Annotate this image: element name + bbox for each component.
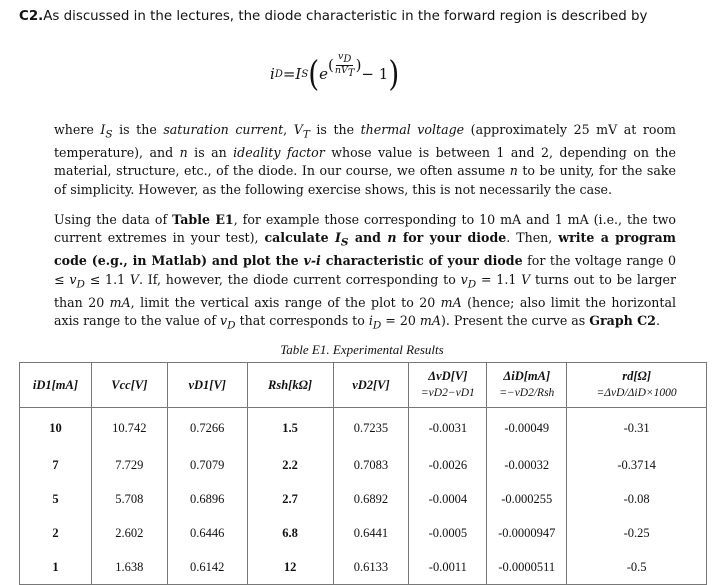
cell-delta-id: -0.00032 [487, 448, 567, 482]
cell-rsh: 2.2 [247, 448, 333, 482]
table-caption: Table E1. Experimental Results [280, 342, 444, 357]
p1-text: is the [112, 122, 164, 137]
header-id1 [20, 363, 92, 408]
table-header-row [20, 363, 707, 408]
p1-ideality-factor: ideality factor [233, 144, 325, 160]
p2-calc-tail: for your diode [396, 230, 507, 246]
p1-thermal-voltage: thermal voltage [360, 122, 465, 137]
p1-text: , [283, 122, 294, 137]
question-intro: As discussed in the lectures, the diode characteristic in the forward region is described by [43, 9, 648, 24]
header-label: Vcc[V] [111, 377, 148, 392]
cell-vcc: 7.729 [91, 448, 167, 482]
experimental-results-table [19, 362, 707, 585]
cell-vd1: 0.6142 [167, 550, 247, 585]
p2-text: for the voltage range 0 ≤ [54, 253, 676, 287]
cell-rsh: 6.8 [247, 516, 333, 550]
p2-unit-v: V [521, 271, 531, 287]
cell-vd2: 0.6133 [333, 550, 409, 585]
p2-text: turns out to be larger than 20 [54, 271, 677, 310]
header-label: iD1[mA] [32, 377, 79, 392]
formula-equals: = [282, 65, 296, 83]
p2-vi: v-i [303, 253, 321, 269]
formula-close-paren: ) [388, 52, 400, 94]
p2-calc-n: n [387, 230, 397, 246]
formula-exponent [328, 52, 361, 79]
p2-text: , for example those corresponding to 10 mA and 1 mA (i.e., the two current extremes in your test), [54, 212, 676, 246]
p2-text: Using the data of [54, 212, 173, 227]
cell-delta-id: -0.00049 [487, 408, 567, 449]
task-paragraph [54, 211, 676, 335]
p2-calc-is: I [335, 230, 341, 246]
p2-text: ≤ 1.1 [84, 271, 130, 287]
table-row [20, 448, 707, 482]
p2-text: ). Present the curve as [440, 313, 590, 329]
header-delta-id [487, 363, 567, 408]
p1-text: (approximately 25 mV at room temperature), and [54, 122, 676, 160]
cell-rsh: 12 [247, 550, 333, 585]
p2-text: = 20 [381, 313, 420, 329]
p2-vd: v [220, 313, 228, 329]
p2-calc: calculate [264, 230, 336, 246]
cell-vcc: 2.602 [91, 516, 167, 550]
p2-unit-ma: mA [419, 313, 441, 329]
header-rsh [247, 363, 333, 408]
cell-vd1: 0.7079 [167, 448, 247, 482]
cell-vcc: 10.742 [91, 408, 167, 449]
cell-delta-id: -0.000255 [487, 482, 567, 516]
p1-text: is an [187, 144, 234, 160]
p2-text: . If, however, the diode current corresponding to [139, 271, 461, 287]
cell-id1: 5 [20, 482, 92, 516]
formula-id-sub: D [274, 68, 283, 80]
cell-vd2: 0.6892 [333, 482, 409, 516]
cell-vd2: 0.7235 [333, 408, 409, 449]
cell-delta-vd: -0.0011 [409, 550, 487, 585]
cell-delta-id: -0.0000511 [487, 550, 567, 585]
cell-delta-vd: -0.0004 [409, 482, 487, 516]
p2-vd-sub: D [227, 319, 236, 332]
question-heading [19, 8, 709, 26]
cell-id1: 7 [20, 448, 92, 482]
header-label: ΔvD[V] [428, 369, 468, 383]
p1-saturation-current: saturation current [163, 122, 284, 137]
header-rd [567, 363, 707, 408]
header-vcc [91, 363, 167, 408]
p2-text: that corresponds to [235, 313, 369, 329]
header-label: vD1[V] [188, 377, 226, 392]
formula-e: e [319, 65, 329, 83]
header-delta-vd [409, 363, 487, 408]
p2-id: i [368, 313, 373, 329]
formula-exp-open: ( [328, 56, 334, 74]
p2-unit-ma: mA [440, 294, 462, 310]
cell-delta-vd: -0.0031 [409, 408, 487, 449]
p2-calc-is-sub: S [340, 236, 349, 249]
p2-vd: v [460, 271, 468, 287]
formula-exp-numerator [336, 52, 353, 66]
cell-rd: -0.08 [567, 482, 707, 516]
p2-text: (hence; also limit the horizontal axis range to the value of [54, 294, 676, 329]
p2-text: , limit the vertical axis range of the plot to 20 [130, 294, 441, 310]
p1-n: n [509, 163, 518, 179]
header-formula: =−vD2/Rsh [499, 387, 555, 399]
diode-equation [270, 50, 400, 94]
cell-delta-vd: -0.0026 [409, 448, 487, 482]
cell-rd: -0.5 [567, 550, 707, 585]
p2-graph-ref: Graph C2 [589, 313, 656, 329]
p2-table-ref: Table E1 [172, 212, 234, 227]
p1-vt: V [293, 122, 303, 137]
cell-delta-id: -0.0000947 [487, 516, 567, 550]
formula-is-sub: S [301, 68, 309, 80]
formula-id: i [270, 65, 275, 83]
table-row [20, 482, 707, 516]
question-number: C2. [19, 9, 44, 24]
header-formula: =vD2−vD1 [420, 387, 475, 399]
p2-unit-ma: mA [109, 294, 131, 310]
p1-is: I [100, 122, 106, 137]
header-label: rd[Ω] [622, 369, 651, 383]
p2-vd-sub: D [76, 278, 85, 291]
cell-rsh: 1.5 [247, 408, 333, 449]
p2-text: . Then, [506, 230, 559, 246]
formula-exp-vd: v [338, 50, 344, 62]
cell-vd2: 0.6441 [333, 516, 409, 550]
p2-text: = 1.1 [476, 271, 522, 287]
cell-vcc: 5.708 [91, 482, 167, 516]
cell-delta-vd: -0.0005 [409, 516, 487, 550]
cell-rd: -0.25 [567, 516, 707, 550]
table-row [20, 550, 707, 585]
p2-calc-and: and [348, 230, 388, 246]
p1-vt-sub: T [302, 128, 310, 141]
header-label: vD2[V] [352, 377, 390, 392]
formula-exp-close: ) [355, 56, 362, 74]
table-row [20, 516, 707, 550]
cell-rd: -0.31 [567, 408, 707, 449]
formula-exp-fraction [335, 52, 355, 79]
header-vd2 [333, 363, 409, 408]
definitions-paragraph [54, 121, 676, 199]
p1-n: n [179, 144, 188, 160]
p2-write: write a program code (e.g., in Matlab) and plot the [54, 230, 676, 269]
header-formula: =ΔvD/ΔiD×1000 [596, 387, 677, 399]
p1-text: is the [309, 122, 361, 137]
p1-text: whose value is between 1 and 2, depending on the material, structure, etc., of the diode. In our course, we often assume [54, 144, 676, 179]
p2-text: . [655, 313, 660, 329]
cell-id1: 10 [20, 408, 92, 449]
cell-id1: 1 [20, 550, 92, 585]
header-vd1 [167, 363, 247, 408]
formula-exp-nvt-sub: T [347, 67, 355, 79]
cell-vd1: 0.7266 [167, 408, 247, 449]
p2-unit-v: V [129, 271, 139, 287]
formula-minus-one: − 1 [361, 65, 389, 83]
formula-open-paren: ( [308, 52, 320, 94]
cell-rsh: 2.7 [247, 482, 333, 516]
formula-exp-denominator [335, 66, 355, 79]
p1-text: where [54, 122, 101, 137]
p2-id-sub: D [372, 319, 382, 332]
cell-vd2: 0.7083 [333, 448, 409, 482]
p2-write-tail: characteristic of your diode [320, 253, 523, 269]
p2-vd: v [69, 271, 77, 287]
p1-is-sub: S [105, 128, 113, 141]
table-row [20, 408, 707, 449]
cell-vd1: 0.6896 [167, 482, 247, 516]
cell-vcc: 1.638 [91, 550, 167, 585]
formula-is: I [295, 65, 302, 83]
formula-exp-vd-sub: D [343, 53, 352, 65]
formula-exp-nvt: nV [334, 64, 348, 76]
cell-id1: 2 [20, 516, 92, 550]
p1-text: to be unity, for the sake of simplicity. However, as the following exercise shows, this is not necessarily the case. [54, 163, 676, 197]
p2-vd-sub: D [467, 278, 477, 291]
cell-vd1: 0.6446 [167, 516, 247, 550]
cell-rd: -0.3714 [567, 448, 707, 482]
header-label: Rsh[kΩ] [268, 377, 313, 392]
header-label: ΔiD[mA] [503, 369, 551, 383]
p2-calc-instruction [264, 230, 507, 249]
